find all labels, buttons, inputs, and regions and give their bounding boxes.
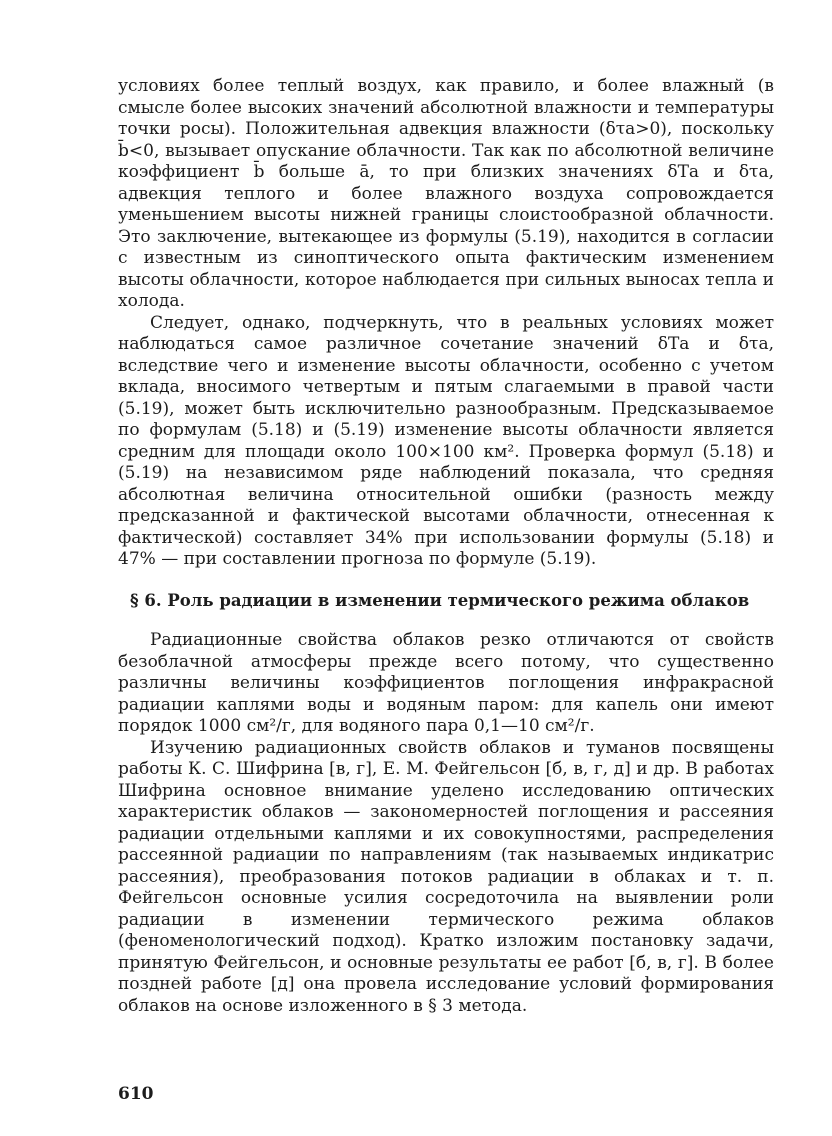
- page-number: 610: [118, 1084, 154, 1104]
- paragraph-radiation-properties: Радиационные свойства облаков резко отличаются от свойств безоблачной атмосферы прежде всего потому, что существенно различны величины коэффициентов поглощения инфракрасной радиации каплями воды и водяным паром: для капель они имеют порядок 1000 см²/г, для водяного пара 0,1—10 см²/г.: [118, 630, 774, 736]
- section-heading: § 6. Роль радиации в изменении термического режима облаков: [130, 590, 750, 610]
- paragraph-cloud-height-note: Следует, однако, подчеркнуть, что в реальных условиях может наблюдаться самое различное сочетание значений δTа и δτа, вследствие чего и изменение высоты облачности, особенно с учетом вклада, вносимого четвертым и пятым слагаемыми в правой части (5.19), может быть исключительно разнообразным. Предсказываемое по формулам (5.18) и (5.19) изменение высоты облачности является средним для площади около 100×100 км². Проверка формул (5.18) и (5.19) на независимом ряде наблюдений показала, что средняя абсолютная величина относительной ошибки (разность между предсказанной и фактической высотами облачности, отнесенная к фактической) составляет 34% при использовании формулы (5.18) и 47% — при составлении прогноза по формуле (5.19).: [118, 312, 774, 569]
- paragraph-continuation: условиях более теплый воздух, как правило, и более влажный (в смысле более высоких значений абсолютной влажности и температуры точки росы). Положительная адвекция влажности (δτа>0), поскольку b̄<0, вызывает опускание облачности. Так как по абсолютной величине коэффициент b̄ больше ā, то при близких значениях δTа и δτа, адвекция теплого и более влажного воздуха сопровождается уменьшением высоты нижней границы слоистообразной облачности. Это заключение, вытекающее из формулы (5.19), находится в согласии с известным из синоптического опыта фактическим изменением высоты облачности, которое наблюдается при сильных выносах тепла и холода.: [118, 76, 774, 311]
- page-body: [118, 76, 774, 1017]
- paragraph-radiation-studies: Изучению радиационных свойств облаков и туманов посвящены работы К. С. Шифрина [в, г], Е. М. Фейгельсон [б, в, г, д] и др. В работах Шифрина основное внимание уделено исследованию оптических характеристик облаков — закономерностей поглощения и рассеяния радиации отдельными каплями и их совокупностями, распределения рассеянной радиации по направлениям (так называемых индикатрис рассеяния), преобразования потоков радиации в облаках и т. п. Фейгельсон основные усилия сосредоточила на выявлении роли радиации в изменении термического режима облаков (феноменологический подход). Кратко изложим постановку задачи, принятую Фейгельсон, и основные результаты ее работ [б, в, г]. В более поздней работе [д] она провела исследование условий формирования облаков на основе изложенного в § 3 метода.: [118, 737, 774, 1016]
